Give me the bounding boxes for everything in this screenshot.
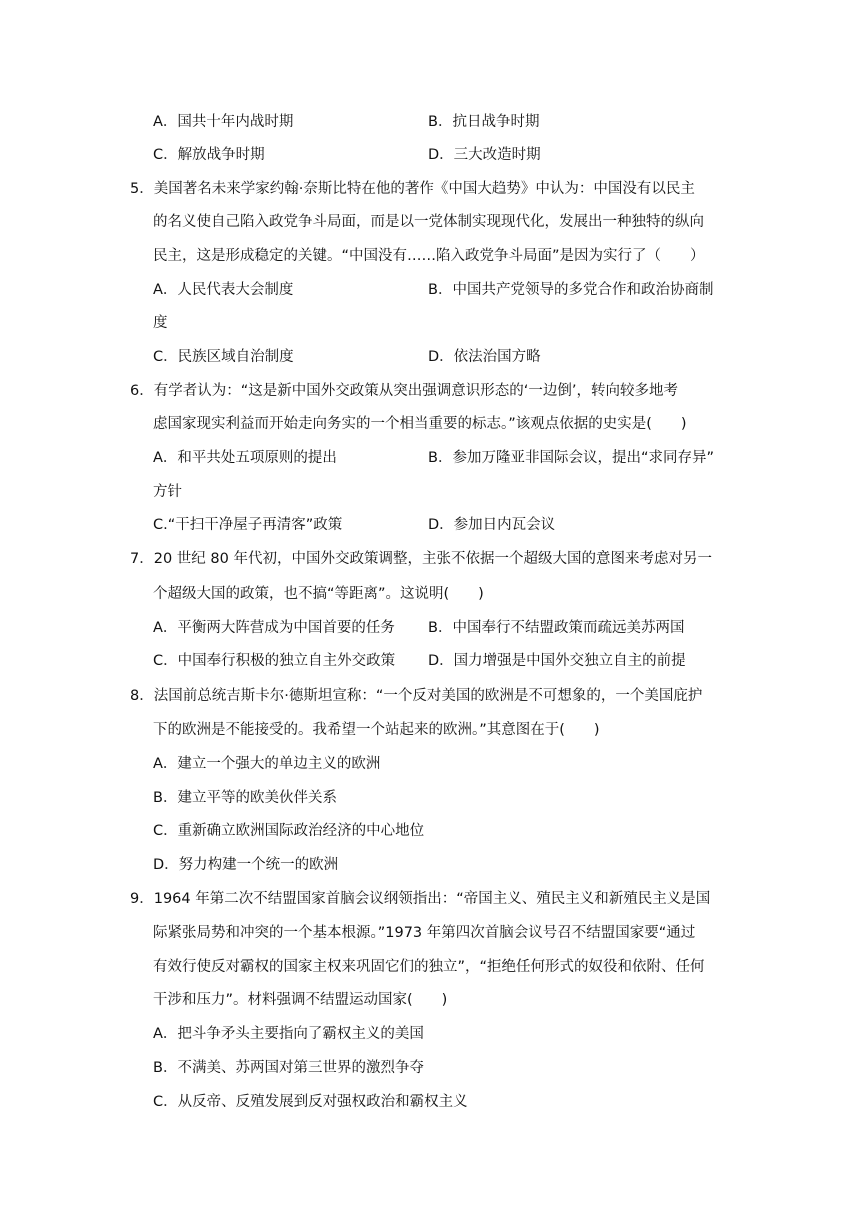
q9-option-a: A．把斗争矛头主要指向了霸权主义的美国 [153,1026,424,1042]
q4-option-d: D．三大改造时期 [428,147,541,163]
q7-stem-line-1: 7．20 世纪 80 年代初，中国外交政策调整，主张不依据一个超级大国的意图来考虑对另一 [130,551,712,567]
q8-option-d: D．努力构建一个统一的欧洲 [153,857,339,873]
q9-option-b: B．不满美、苏两国对第三世界的激烈争夺 [153,1060,424,1076]
q6-option-d: D．参加日内瓦会议 [428,517,556,533]
q5-stem-line-1: 5．美国著名未来学家约翰·奈斯比特在他的著作《中国大趋势》中认为：中国没有以民主 [130,181,695,197]
q5-option-b: B．中国共产党领导的多党合作和政治协商制 [428,282,714,298]
q9-stem-line-1: 9．1964 年第二次不结盟国家首脑会议纲领指出：“帝国主义、殖民主义和新殖民主义是国 [130,891,711,907]
q6-stem-line-2: 虑国家现实利益而开始走向务实的一个相当重要的标志。”该观点依据的史实是( ) [153,416,687,432]
q5-option-b-continued: 度 [153,315,168,331]
q9-stem-line-4: 干涉和压力”。材料强调不结盟运动国家( ) [153,992,448,1008]
q7-option-d: D．国力增强是中国外交独立自主的前提 [428,653,686,669]
q9-stem-line-3: 有效行使反对霸权的国家主权来巩固它们的独立”，“拒绝任何形式的奴役和依附、任何 [153,959,705,975]
q5-option-c: C．民族区域自治制度 [153,349,294,365]
q8-option-b: B．建立平等的欧美伙伴关系 [153,790,337,806]
q5-option-d: D．依法治国方略 [428,349,541,365]
q7-option-b: B．中国奉行不结盟政策而疏远美苏两国 [428,620,685,636]
q6-option-c: C.“干扫干净屋子再清客”政策 [153,517,343,533]
q8-option-c: C．重新确立欧洲国际政治经济的中心地位 [153,823,425,839]
q6-option-a: A．和平共处五项原则的提出 [153,450,337,466]
q8-stem-line-1: 8．法国前总统吉斯卡尔·德斯坦宣称：“一个反对美国的欧洲是不可想象的，一个美国庇护 [130,688,703,704]
q6-stem-line-1: 6．有学者认为：“这是新中国外交政策从突出强调意识形态的‘一边倒’，转向较多地考 [130,383,678,399]
q5-option-a: A．人民代表大会制度 [153,282,294,298]
q8-option-a: A．建立一个强大的单边主义的欧洲 [153,756,381,772]
q7-option-c: C．中国奉行积极的独立自主外交政策 [153,653,396,669]
q8-stem-line-2: 下的欧洲是不能接受的。我希望一个站起来的欧洲。”其意图在于( ) [153,722,600,738]
q5-stem-line-2: 的名义使自己陷入政党争斗局面，而是以一党体制实现现代化，发展出一种独特的纵向 [153,214,704,230]
q5-stem-line-3: 民主，这是形成稳定的关键。“中国没有……陷入政党争斗局面”是因为实行了（ ） [153,248,705,264]
q9-stem-line-2: 际紧张局势和冲突的一个基本根源。”1973 年第四次首脑会议号召不结盟国家要“通过 [153,925,696,941]
q7-option-a: A．平衡两大阵营成为中国首要的任务 [153,620,395,636]
q4-option-c: C．解放战争时期 [153,147,265,163]
q9-option-c: C．从反帝、反殖发展到反对强权政治和霸权主义 [153,1094,468,1110]
q6-option-b: B．参加万隆亚非国际会议，提出“求同存异” [428,450,714,466]
q4-option-b: B．抗日战争时期 [428,114,540,130]
q6-option-b-continued: 方针 [153,484,182,500]
q4-option-a: A．国共十年内战时期 [153,114,294,130]
q7-stem-line-2: 个超级大国的政策，也不搞“等距离”。这说明( ) [153,586,484,602]
